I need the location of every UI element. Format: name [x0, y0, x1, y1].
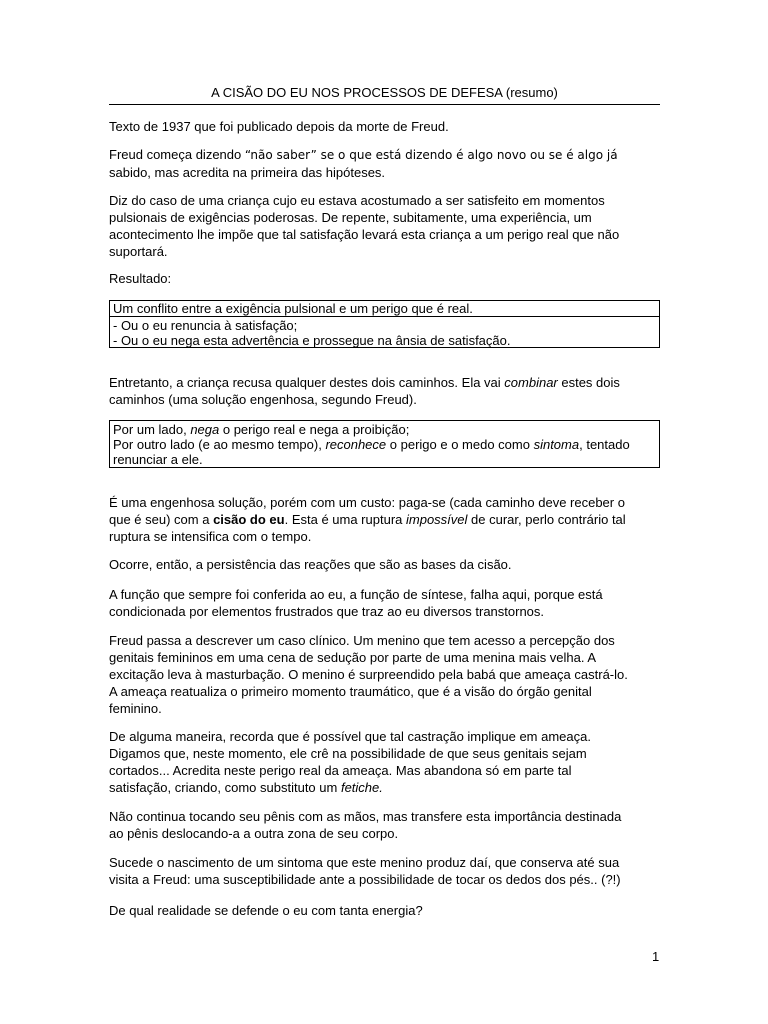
result-box-option-1: - Ou o eu renuncia à satisfação; [113, 318, 298, 333]
paragraph-10: De alguma maneira, recorda que é possível que tal castração implique em ameaça. Digamos que, neste momento, ele crê na possibilidade de que seus genitais sejam cortados... Acredita neste perigo real da ameaça. Mas abandona só em parte tal satisfação, criando, como substituto um fetiche. [109, 729, 591, 795]
title-underline [109, 104, 660, 105]
combination-line-3: renunciar a ele. [113, 452, 203, 467]
paragraph-3: Diz do caso de uma criança cujo eu estava acostumado a ser satisfeito em momentos pulsionais de exigências poderosas. De repente, subitamente, uma experiência, um acontecimento lhe impõe que tal satisfação levará esta criança a um perigo real que não suportará. [109, 193, 620, 259]
combination-line-2: Por outro lado (e ao mesmo tempo), reconhece o perigo e o medo como sintoma, tentado [113, 437, 630, 452]
combination-box [109, 420, 660, 468]
paragraph-8: A função que sempre foi conferida ao eu, a função de síntese, falha aqui, porque está condicionada por elementos frustrados que traz ao eu diversos transtornos. [109, 587, 603, 619]
result-box-header: Um conflito entre a exigência pulsional e um perigo que é real. [110, 301, 659, 317]
paragraph-6: É uma engenhosa solução, porém com um custo: paga-se (cada caminho deve receber o que é seu) com a cisão do eu. Esta é uma ruptura impossível de curar, perlo contrário tal ruptura se intensifica com o tempo. [109, 495, 626, 544]
paragraph-result-label: Resultado: [109, 271, 172, 286]
paragraph-5: Entretanto, a criança recusa qualquer destes dois caminhos. Ela vai combinar estes dois caminhos (uma solução engenhosa, segundo Freud). [109, 375, 620, 407]
result-box [109, 300, 660, 348]
paragraph-2: Freud começa dizendo “não saber” se o que está dizendo é algo novo ou se é algo já sabido, mas acredita na primeira das hipóteses. [109, 147, 618, 180]
paragraph-12: Sucede o nascimento de um sintoma que este menino produz daí, que conserva até sua visita a Freud: uma susceptibilidade ante a possibilidade de tocar os dedos dos pés.. (?!) [109, 855, 621, 887]
paragraph-11: Não continua tocando seu pênis com as mãos, mas transfere esta importância destinada ao pênis deslocando-a a outra zona de seu corpo. [109, 809, 622, 841]
paragraph-13: De qual realidade se defende o eu com tanta energia? [109, 903, 423, 918]
result-box-option-2: - Ou o eu nega esta advertência e prossegue na ânsia de satisfação. [113, 333, 511, 348]
paragraph-9: Freud passa a descrever um caso clínico. Um menino que tem acesso a percepção dos genitais femininos em uma cena de sedução por parte de uma menina mais velha. A excitação leva à masturbação. O menino é surpreendido pela babá que ameaça castrá-lo. A ameaça reatualiza o primeiro momento traumático, que é a visão do órgão genital feminino. [109, 633, 628, 716]
paragraph-1: Texto de 1937 que foi publicado depois da morte de Freud. [109, 119, 449, 134]
combination-line-1: Por um lado, nega o perigo real e nega a proibição; [113, 422, 410, 437]
page-number: 1 [652, 949, 660, 964]
paragraph-7: Ocorre, então, a persistência das reações que são as bases da cisão. [109, 557, 512, 572]
document-title: A CISÃO DO EU NOS PROCESSOS DE DEFESA (resumo) [211, 85, 558, 100]
